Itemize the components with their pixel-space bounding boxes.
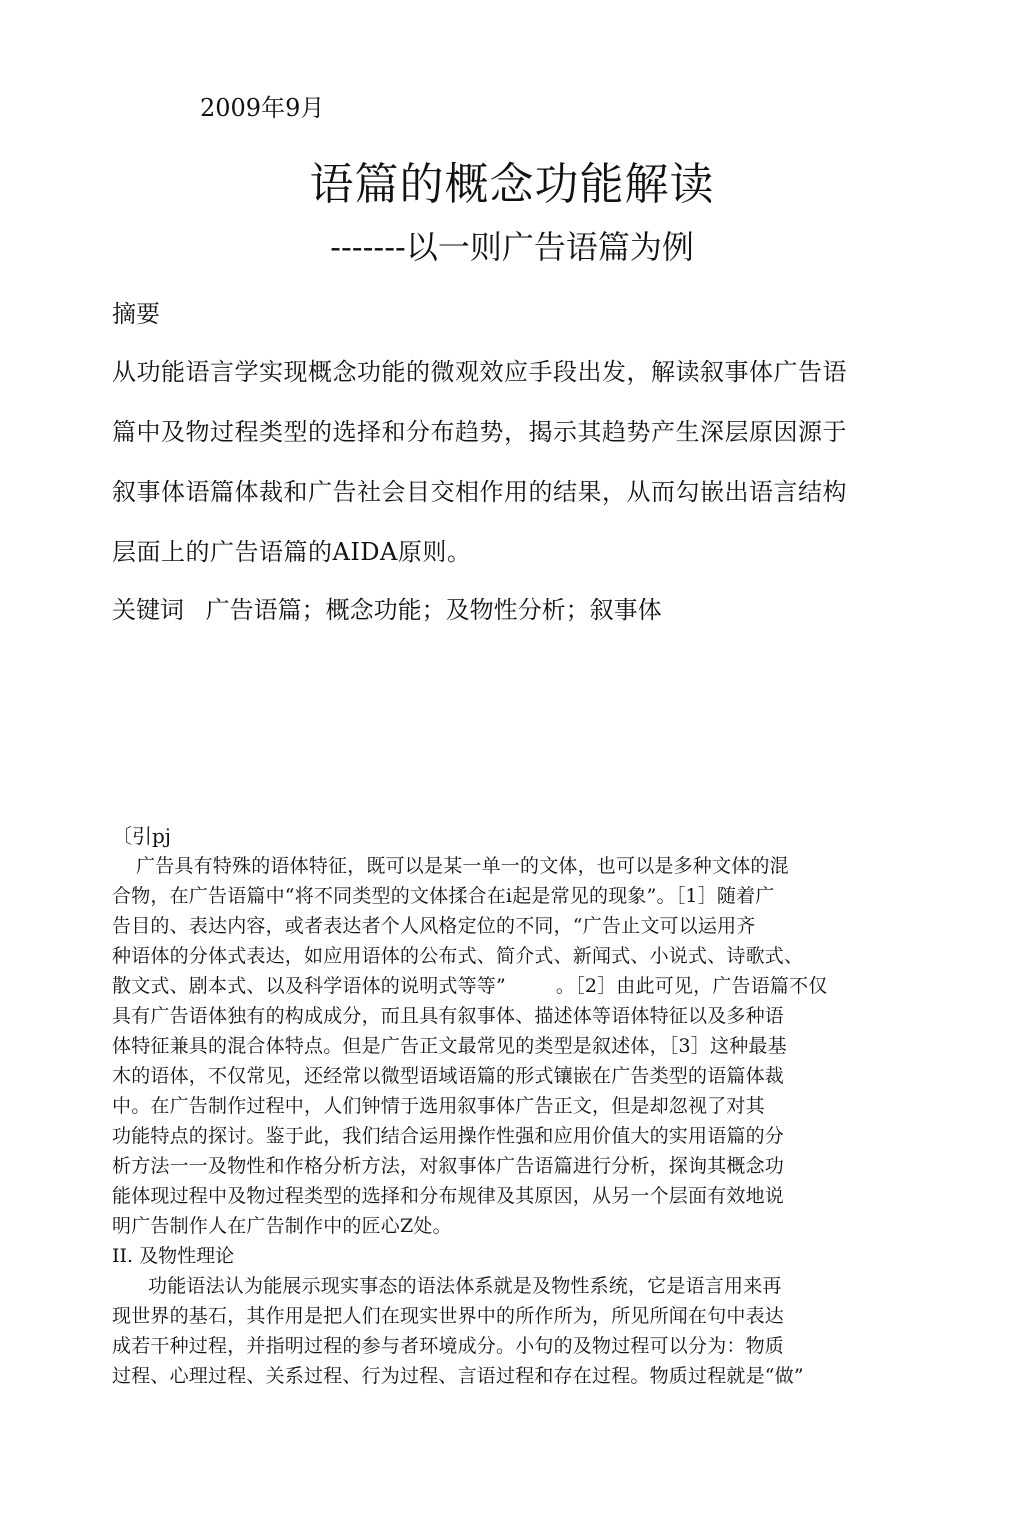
intro-heading: 〔引pj bbox=[112, 824, 172, 848]
keywords bbox=[112, 590, 662, 625]
body-line: 析方法一一及物性和作格分析方法，对叙事体广告语篇进行分析，探询其概念功 bbox=[112, 1155, 785, 1177]
body-line bbox=[112, 971, 828, 998]
section-heading: II. 及物性理论 bbox=[112, 1245, 235, 1267]
body-line: 木的语体，不仅常见，还经常以微型语域语篇的形式镶嵌在广告类型的语篇体裁 bbox=[112, 1065, 785, 1087]
issue-date: 2009年9月 bbox=[200, 94, 325, 122]
body-line: 具有广告语体独有的构成成分，而且具有叙事体、描述体等语体特征以及多种语 bbox=[112, 1005, 785, 1027]
body-line: 广告具有特殊的语体特征，既可以是某一单一的文体，也可以是多种文体的混 bbox=[136, 855, 789, 877]
body-line: 合物，在广告语篇中“将不同类型的文体揉合在i起是常见的现象”。［1］随着广 bbox=[112, 885, 775, 907]
keywords-text: 广告语篇；概念功能；及物性分析；叙事体 bbox=[205, 596, 662, 624]
abstract-line: 篇中及物过程类型的选择和分布趋势，揭示其趋势产生深层原因源于 bbox=[112, 418, 847, 446]
body-line: 体特征兼具的混合体特点。但是广告正文最常见的类型是叙述体，［3］这种最基 bbox=[112, 1035, 787, 1057]
body-line: 功能特点的探讨。鉴于此，我们结合运用操作性强和应用价值大的实用语篇的分 bbox=[112, 1125, 785, 1147]
page-subtitle: -------以一则广告语篇为例 bbox=[330, 228, 694, 266]
body-line-segment: 散文式、剧本式、以及科学语体的说明式等等” bbox=[112, 975, 506, 997]
body-line: 种语体的分体式表达，如应用语体的公布式、简介式、新闻式、小说式、诗歌式、 bbox=[112, 945, 804, 967]
body-line: 明广告制作人在广告制作中的匠心Z处。 bbox=[112, 1215, 452, 1237]
body-line: 成若干种过程，并指明过程的参与者环境成分。小句的及物过程可以分为：物质 bbox=[112, 1335, 785, 1357]
body-line: 告目的、表达内容，或者表达者个人风格定位的不同，“广告止文可以运用齐 bbox=[112, 915, 756, 937]
body-line: 现世界的基石，其作用是把人们在现实世界中的所作所为，所见所闻在句中表达 bbox=[112, 1305, 785, 1327]
abstract-line: 叙事体语篇体裁和广告社会目交相作用的结果，从而勾嵌出语言结构 bbox=[112, 478, 847, 506]
body-line-segment: 。［2］由此可见，广告语篇不仅 bbox=[555, 975, 828, 997]
page-title: 语篇的概念功能解读 bbox=[309, 159, 715, 210]
abstract-heading: 摘要 bbox=[112, 300, 160, 328]
keywords-label: 关键词 bbox=[112, 596, 184, 624]
body-line: 中。在广告制作过程中，人们钟情于选用叙事体广告正文，但是却忽视了对其 bbox=[112, 1095, 765, 1117]
abstract-line: 从功能语言学实现概念功能的微观效应手段出发，解读叙事体广告语 bbox=[112, 358, 847, 386]
body-line: 过程、心理过程、关系过程、行为过程、言语过程和存在过程。物质过程就是“做” bbox=[112, 1365, 804, 1387]
abstract-line: 层面上的广告语篇的AIDA原则。 bbox=[112, 538, 472, 566]
body-line: 功能语法认为能展示现实事态的语法体系就是及物性系统，它是语言用来再 bbox=[148, 1275, 782, 1297]
body-line: 能体现过程中及物过程类型的选择和分布规律及其原因，从另一个层面有效地说 bbox=[112, 1185, 785, 1207]
